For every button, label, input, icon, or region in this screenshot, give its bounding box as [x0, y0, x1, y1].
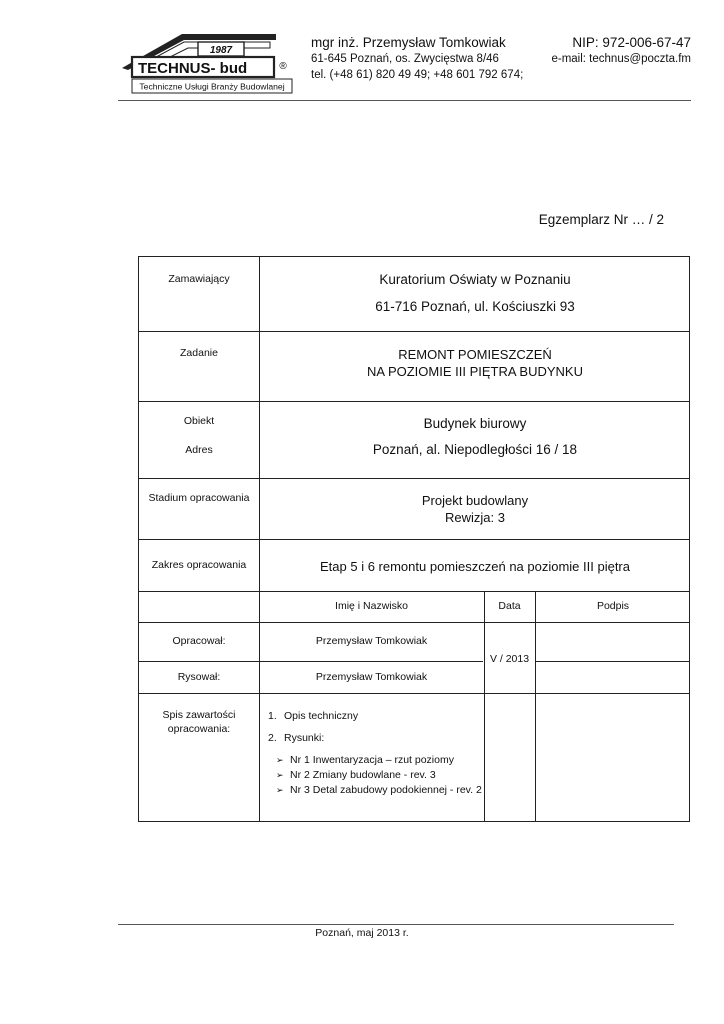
address-label: Adres	[185, 444, 213, 456]
arrow-bullet-icon: ➢	[276, 770, 284, 780]
ordering-line2: 61-716 Poznań, ul. Kościuszki 93	[375, 299, 575, 314]
list-item	[268, 709, 482, 724]
table-divider	[139, 478, 689, 479]
prepared-label: Opracował:	[172, 635, 226, 647]
table-divider	[484, 591, 485, 821]
ordering-label: Zamawiający	[168, 273, 230, 285]
drawing-item: Nr 2 Zmiany budowlane - rev. 3	[290, 769, 436, 781]
title-block-table	[138, 256, 690, 822]
arrow-bullet-icon: ➢	[276, 785, 284, 795]
table-divider	[139, 331, 689, 332]
table-divider	[535, 591, 536, 821]
table-divider	[139, 539, 689, 540]
logo-registered: ®	[279, 61, 287, 72]
company-nip: NIP: 972-006-67-47	[572, 35, 691, 50]
list-item	[268, 753, 482, 768]
object-value: Budynek biurowy	[423, 416, 527, 431]
drawing-item: Nr 1 Inwentaryzacja – rzut poziomy	[290, 754, 454, 766]
stage-line1: Projekt budowlany	[421, 493, 529, 508]
list-item	[268, 768, 482, 783]
stage-line2: Rewizja: 3	[445, 510, 505, 525]
column-header-name: Imię i Nazwisko	[335, 600, 408, 612]
table-divider	[139, 661, 483, 662]
table-divider	[139, 693, 689, 694]
scope-label: Zakres opracowania	[151, 559, 247, 571]
task-line2: NA POZIOMIE III PIĘTRA BUDYNKU	[367, 364, 583, 379]
prepared-name: Przemysław Tomkowiak	[315, 635, 428, 647]
company-ids	[551, 34, 691, 67]
ordering-line1: Kuratorium Oświaty w Poznaniu	[379, 272, 571, 287]
list-item-text: Rysunki:	[284, 732, 325, 744]
task-label: Zadanie	[180, 347, 218, 359]
column-header-signature: Podpis	[596, 600, 630, 612]
date-value: V / 2013	[489, 653, 530, 665]
table-divider	[139, 591, 689, 592]
copy-number: Egzemplarz Nr … / 2	[538, 212, 664, 227]
drawn-name: Przemysław Tomkowiak	[315, 671, 428, 683]
table-divider	[259, 257, 260, 821]
task-line1: REMONT POMIESZCZEŃ	[398, 347, 552, 362]
object-label: Obiekt	[183, 415, 215, 427]
logo-brand: TECHNUS- bud	[138, 60, 248, 77]
list-item-number: 2.	[268, 732, 277, 744]
stage-label: Stadium opracowania	[148, 492, 250, 504]
company-contact	[311, 34, 523, 83]
table-divider	[139, 401, 689, 402]
table-divider	[139, 622, 689, 623]
scope-value: Etap 5 i 6 remontu pomieszczeń na poziomie III piętra	[320, 559, 630, 574]
arrow-bullet-icon: ➢	[276, 755, 284, 765]
company-logo	[118, 28, 296, 96]
list-item	[268, 783, 482, 798]
contents-label-line2: opracowania:	[167, 723, 231, 735]
list-item-text: Opis techniczny	[284, 710, 359, 722]
footer-place-date: Poznań, maj 2013 r.	[315, 927, 409, 939]
contents-list	[268, 709, 482, 798]
company-email: e-mail: technus@poczta.fm	[551, 53, 691, 65]
footer-divider	[118, 924, 674, 925]
column-header-date: Data	[498, 600, 521, 612]
logo-year: 1987	[209, 45, 233, 56]
contents-label-line1: Spis zawartości	[162, 709, 236, 721]
address-value: Poznań, al. Niepodległości 16 / 18	[372, 442, 578, 457]
company-phone: tel. (+48 61) 820 49 49; +48 601 792 674;	[311, 69, 524, 81]
list-item	[268, 731, 482, 746]
drawn-label: Rysował:	[177, 671, 221, 683]
list-item-number: 1.	[268, 710, 277, 722]
table-divider	[535, 661, 689, 662]
company-address: 61-645 Poznań, os. Zwycięstwa 8/46	[311, 53, 499, 65]
logo-tagline: Techniczne Usługi Branży Budowlanej	[139, 81, 285, 92]
drawing-item: Nr 3 Detal zabudowy podokiennej - rev. 2	[290, 784, 482, 796]
header-divider	[118, 100, 691, 101]
engineer-name: mgr inż. Przemysław Tomkowiak	[311, 35, 506, 50]
